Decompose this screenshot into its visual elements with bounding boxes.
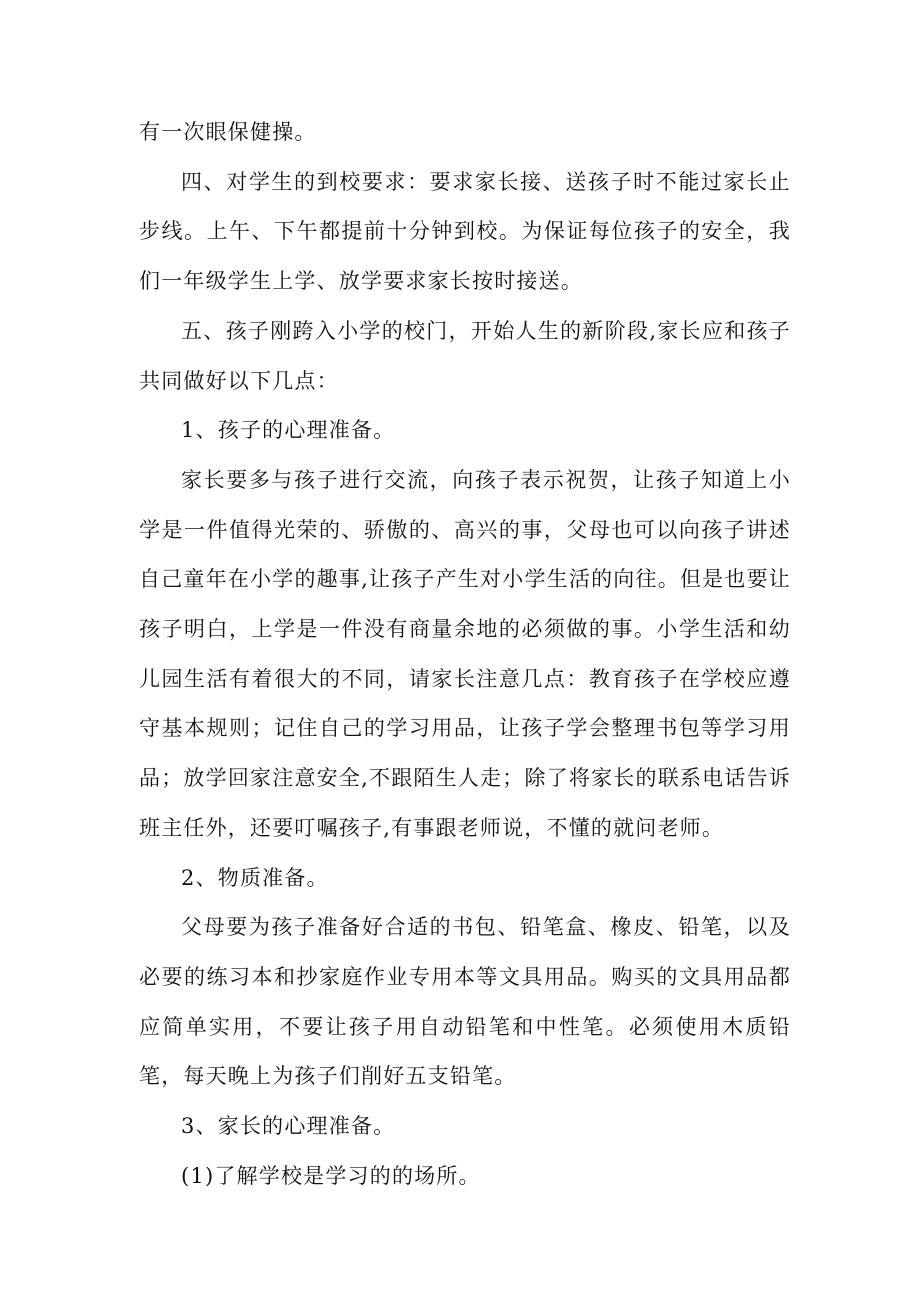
- document-body: [139, 108, 791, 1201]
- paragraph-school-is-for-learning: (1)了解学校是学习的的场所。: [181, 1163, 481, 1188]
- heading-material-prep: 2、物质准备。: [181, 865, 329, 890]
- paragraph-new-stage: 五、孩子刚跨入小学的校门，开始人生的新阶段,家长应和孩子共同做好以下几点：: [139, 318, 791, 393]
- paragraph-child-psychological-prep: 家长要多与孩子进行交流，向孩子表示祝贺，让孩子知道上小学是一件值得光荣的、骄傲的、高兴的事，父母也可以向孩子讲述自己童年在小学的趣事,让孩子产生对小学生活的向往。但是也要让孩子明白，上学是一件没有商量余地的必须做的事。小学生活和幼儿园生活有着很大的不同，请家长注意几点：教育孩子在学校应遵守基本规则；记住自己的学习用品，让孩子学会整理书包等学习用品；放学回家注意安全,不跟陌生人走；除了将家长的联系电话告诉班主任外，还要叮嘱孩子,有事跟老师说，不懂的就问老师。: [139, 467, 791, 840]
- paragraph-material-prep: 父母要为孩子准备好合适的书包、铅笔盒、橡皮、铅笔，以及必要的练习本和抄家庭作业专用本等文具用品。购买的文具用品都应简单实用，不要让孩子用自动铅笔和中性笔。必须使用木质铅笔，每天晚上为孩子们削好五支铅笔。: [139, 915, 791, 1089]
- paragraph-arrival-requirements: 四、对学生的到校要求：要求家长接、送孩子时不能过家长止步线。上午、下午都提前十分钟到校。为保证每位孩子的安全，我们一年级学生上学、放学要求家长按时接送。: [139, 169, 791, 294]
- heading-child-psychological-prep: 1、孩子的心理准备。: [181, 418, 396, 443]
- heading-parent-psychological-prep: 3、家长的心理准备。: [181, 1114, 396, 1139]
- paragraph-eye-exercise-end: 有一次眼保健操。: [139, 120, 317, 144]
